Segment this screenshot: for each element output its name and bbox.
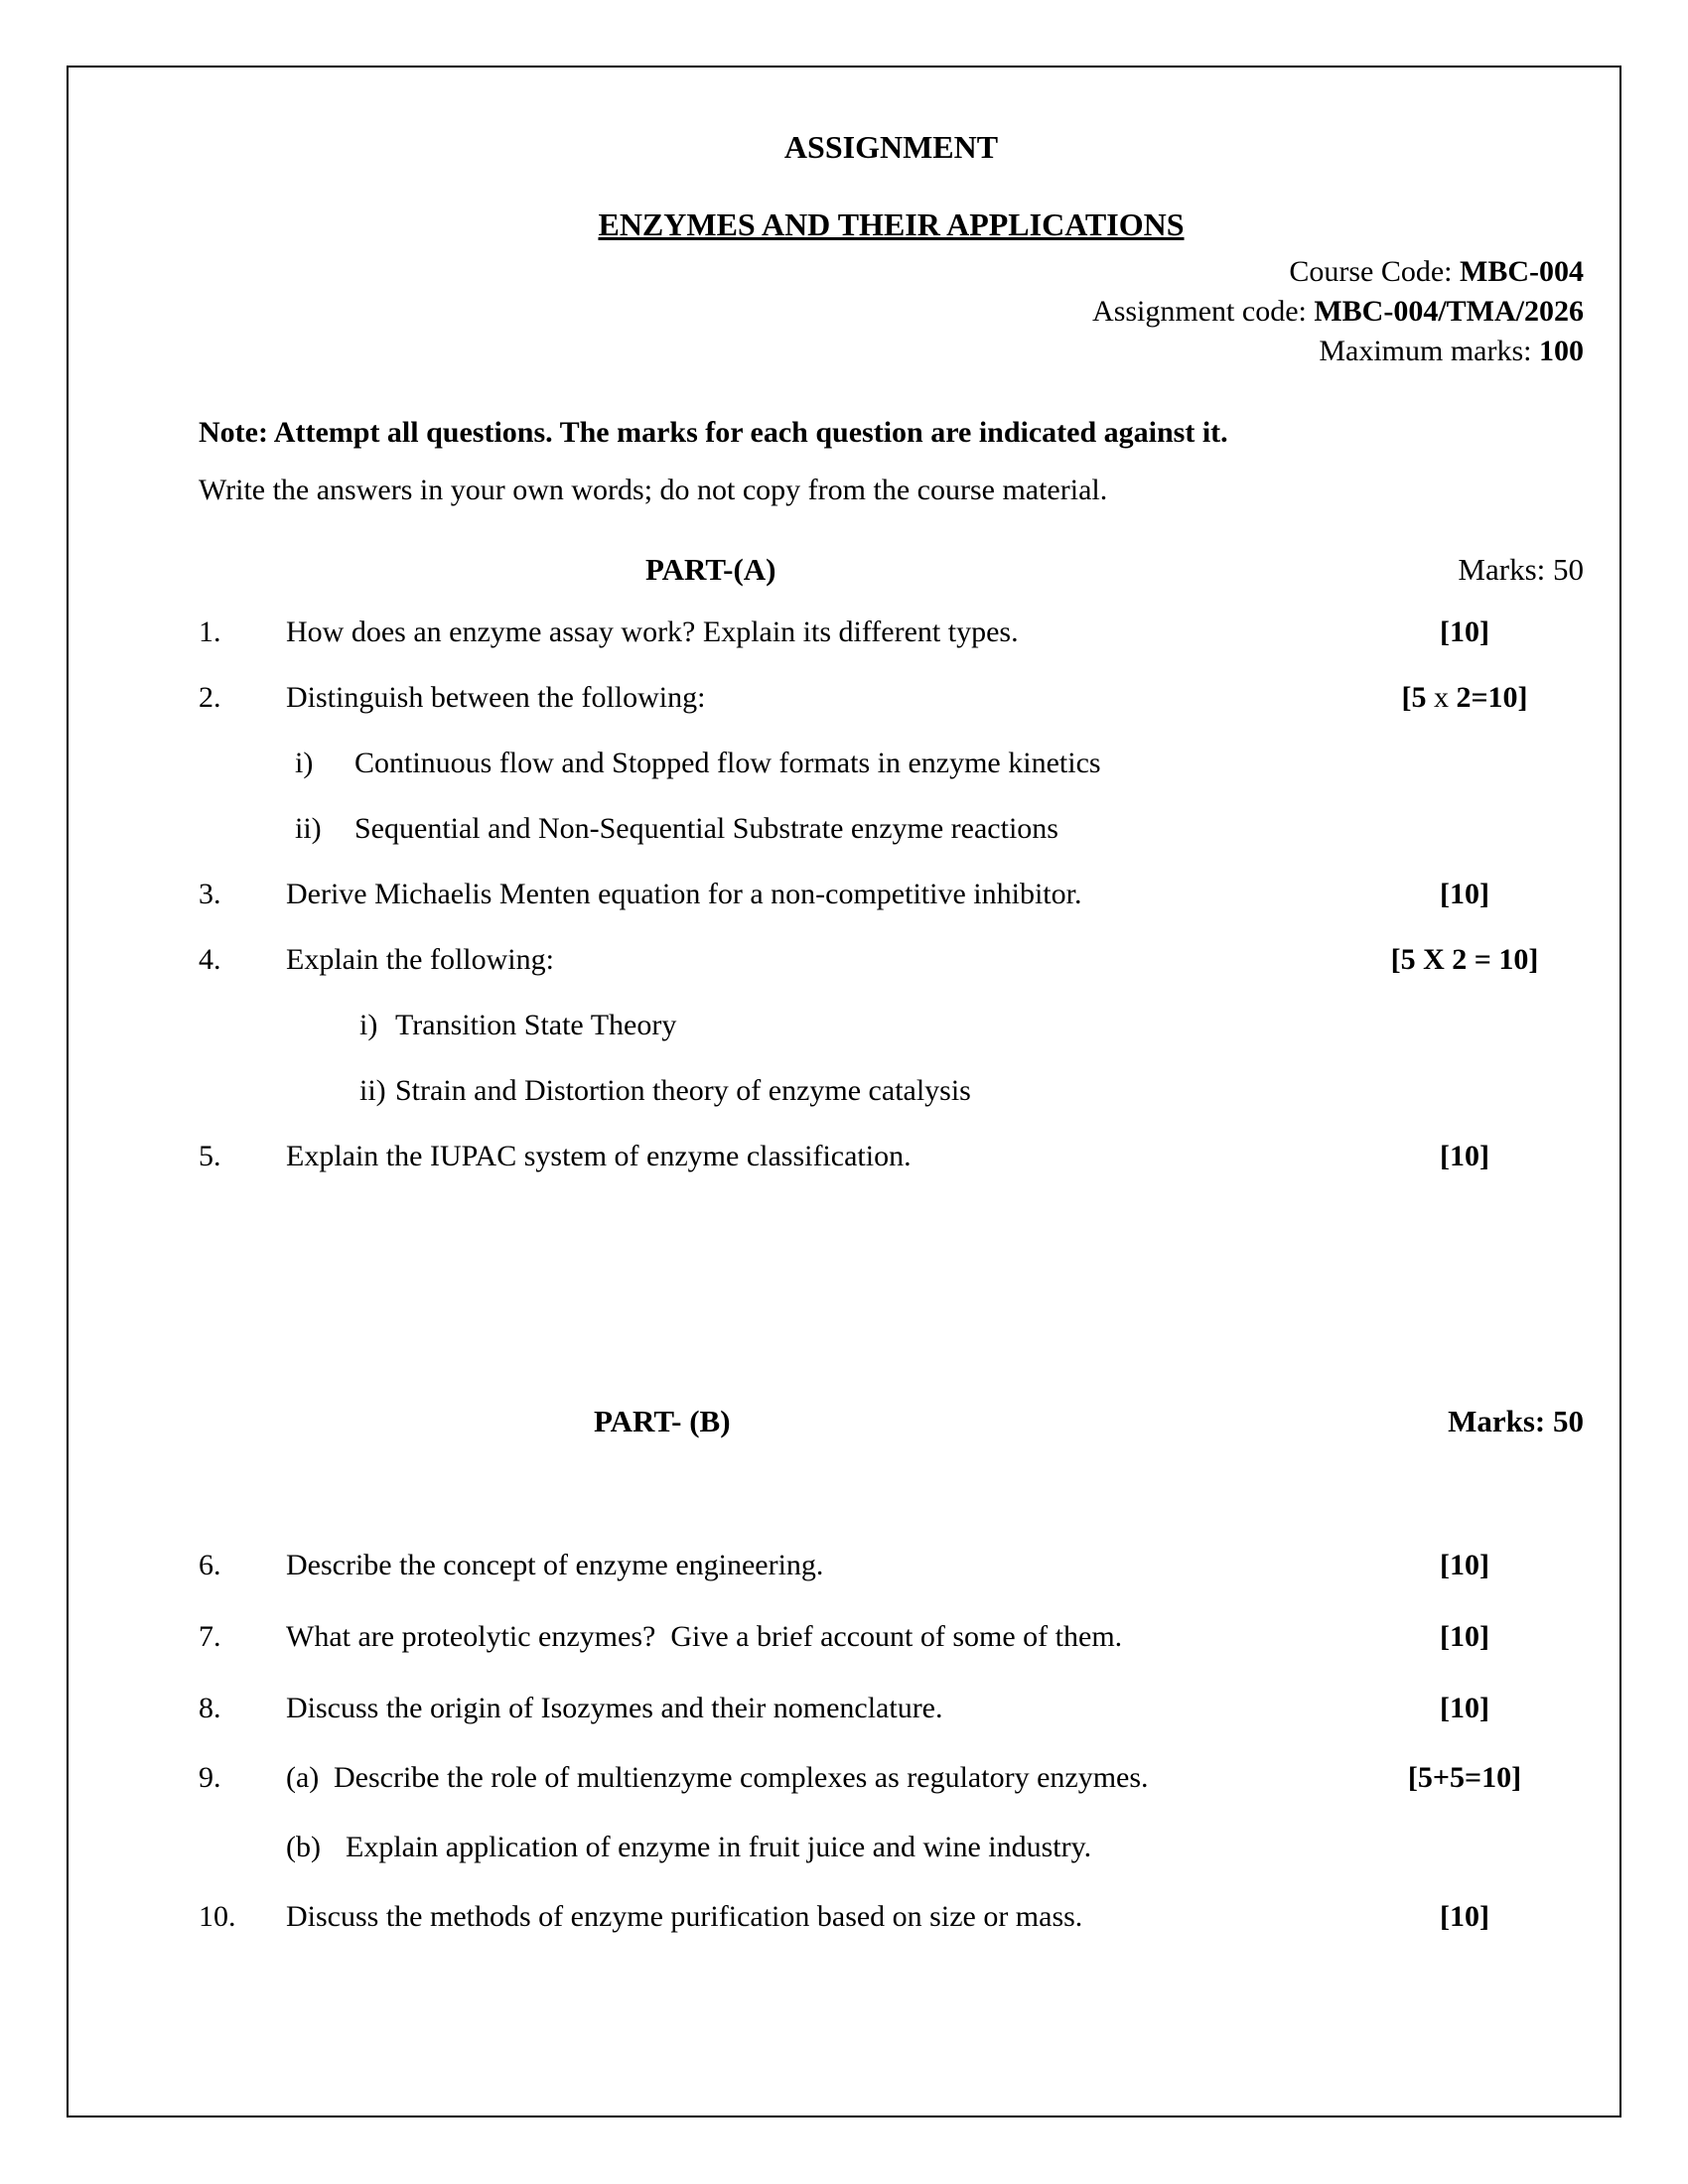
maximum-marks-value: 100	[1539, 335, 1584, 367]
subject-title	[199, 205, 1584, 244]
maximum-marks-label: Maximum marks:	[1319, 335, 1539, 367]
sub-item-text: Describe the role of multienzyme complexes as regulatory enzymes.	[334, 1761, 1149, 1794]
marks-value: 10	[1450, 1620, 1479, 1653]
header-codes-block	[199, 252, 1584, 371]
marks-value: 10	[1450, 1140, 1479, 1172]
sub-item-text: Explain application of enzyme in fruit juice and wine industry.	[346, 1831, 1092, 1863]
marks-value: 5 X 2 = 10	[1400, 943, 1529, 976]
marks-value: 10	[1450, 878, 1479, 910]
question-3-marks	[1375, 878, 1584, 911]
bracket-open: [	[1407, 1761, 1418, 1794]
question-9a-text	[286, 1761, 1375, 1795]
question-row-8	[199, 1692, 1584, 1725]
marks-value: 10	[1450, 1692, 1479, 1724]
bracket-close: ]	[1479, 1549, 1489, 1581]
question-2-marks	[1375, 681, 1584, 715]
question-row-10	[199, 1900, 1584, 1934]
question-10-text: Discuss the methods of enzyme purification based on size or mass.	[286, 1900, 1083, 1933]
marks-value: 10	[1450, 615, 1479, 648]
bracket-close: ]	[1528, 943, 1539, 976]
bracket-open: [	[1390, 943, 1401, 976]
question-2-sub-i	[295, 747, 1584, 780]
part-b-title: PART- (B)	[594, 1404, 731, 1438]
question-7-marks	[1375, 1620, 1584, 1654]
question-8-marks	[1375, 1692, 1584, 1725]
bracket-close: ]	[1517, 681, 1528, 714]
question-3-number: 3.	[199, 878, 221, 910]
assignment-code-line	[199, 292, 1584, 332]
maximum-marks-line	[199, 332, 1584, 371]
question-1-marks	[1375, 615, 1584, 649]
question-4-marks	[1375, 943, 1584, 977]
bracket-open: [	[1440, 878, 1450, 910]
marks-value: 10	[1450, 1549, 1479, 1581]
bracket-close: ]	[1479, 1140, 1489, 1172]
question-7-number: 7.	[199, 1620, 221, 1653]
question-10-number: 10.	[199, 1900, 236, 1933]
bracket-close: ]	[1479, 615, 1489, 648]
question-9-marks	[1375, 1761, 1584, 1795]
sub-item-label: (b)	[286, 1831, 321, 1863]
note-instruction-bold: Note: Attempt all questions. The marks for each question are indicated against it.	[199, 416, 1228, 449]
assignment-code-label: Assignment code:	[1092, 295, 1315, 328]
bracket-open: [	[1440, 615, 1450, 648]
question-9-number: 9.	[199, 1761, 221, 1794]
question-5-text: Explain the IUPAC system of enzyme classification.	[286, 1140, 912, 1172]
question-8-text: Discuss the origin of Isozymes and their nomenclature.	[286, 1692, 943, 1724]
question-3-text: Derive Michaelis Menten equation for a non-competitive inhibitor.	[286, 878, 1082, 910]
question-10-marks	[1375, 1900, 1584, 1934]
sub-item-text: Transition State Theory	[395, 1009, 677, 1041]
bracket-close: ]	[1511, 1761, 1522, 1794]
question-2-text: Distinguish between the following:	[286, 681, 706, 714]
course-code-value: MBC-004	[1460, 255, 1584, 288]
sub-item-text: Continuous flow and Stopped flow formats in enzyme kinetics	[354, 747, 1101, 779]
bracket-close: ]	[1479, 1620, 1489, 1653]
marks-value: 5	[1411, 681, 1427, 714]
part-a-marks-total: Marks: 50	[1458, 552, 1584, 587]
question-4-text: Explain the following:	[286, 943, 554, 976]
question-row-9b	[286, 1831, 1584, 1864]
bracket-open: [	[1440, 1549, 1450, 1581]
question-4-number: 4.	[199, 943, 221, 976]
part-a-title: PART-(A)	[645, 552, 776, 587]
question-5-number: 5.	[199, 1140, 221, 1172]
note-instruction-plain: Write the answers in your own words; do not copy from the course material.	[199, 474, 1108, 506]
question-2-sub-ii	[295, 812, 1584, 846]
part-b-header	[199, 1404, 1584, 1439]
question-row-2	[199, 681, 1584, 715]
part-b-marks-total: Marks: 50	[1448, 1404, 1584, 1438]
bracket-open: [	[1440, 1900, 1450, 1933]
question-row-4	[199, 943, 1584, 977]
sub-item-label: i)	[359, 1009, 378, 1041]
sub-item-label: i)	[295, 747, 314, 779]
question-row-3	[199, 878, 1584, 911]
question-4-sub-ii	[359, 1074, 1584, 1108]
question-5-marks	[1375, 1140, 1584, 1173]
question-1-text: How does an enzyme assay work? Explain its different types.	[286, 615, 1019, 648]
question-7-text: What are proteolytic enzymes? Give a brief account of some of them.	[286, 1620, 1123, 1653]
bracket-close: ]	[1479, 1692, 1489, 1724]
question-6-number: 6.	[199, 1549, 221, 1581]
question-6-marks	[1375, 1549, 1584, 1582]
question-row-9a	[199, 1761, 1584, 1795]
question-4-sub-i	[359, 1009, 1584, 1042]
marks-mid: x	[1426, 681, 1457, 714]
bracket-open: [	[1440, 1620, 1450, 1653]
course-code-line	[199, 252, 1584, 292]
sub-item-label: ii)	[295, 812, 322, 845]
bracket-close: ]	[1479, 1900, 1489, 1933]
question-row-7	[199, 1620, 1584, 1654]
marks-value: 5+5=10	[1417, 1761, 1512, 1794]
assignment-title: ASSIGNMENT	[783, 129, 999, 165]
sub-item-label: (a)	[286, 1761, 320, 1794]
sub-item-text: Sequential and Non-Sequential Substrate enzyme reactions	[354, 812, 1058, 845]
question-row-1	[199, 615, 1584, 649]
question-1-number: 1.	[199, 615, 221, 648]
bracket-open: [	[1401, 681, 1412, 714]
question-6-text: Describe the concept of enzyme engineering.	[286, 1549, 824, 1581]
bracket-open: [	[1440, 1692, 1450, 1724]
part-a-header	[199, 552, 1584, 588]
marks-value: 10	[1450, 1900, 1479, 1933]
course-code-label: Course Code:	[1289, 255, 1461, 288]
bracket-close: ]	[1479, 878, 1489, 910]
question-8-number: 8.	[199, 1692, 221, 1724]
sub-item-label: ii)	[359, 1074, 386, 1107]
question-row-6	[199, 1549, 1584, 1582]
document-page	[67, 66, 1621, 2117]
bracket-open: [	[1440, 1140, 1450, 1172]
sub-item-text: Strain and Distortion theory of enzyme catalysis	[395, 1074, 971, 1107]
question-2-number: 2.	[199, 681, 221, 714]
subject-title-text: ENZYMES AND THEIR APPLICATIONS	[598, 206, 1185, 242]
marks-tail: 2=10	[1456, 681, 1518, 714]
question-row-5	[199, 1140, 1584, 1173]
assignment-code-value: MBC-004/TMA/2026	[1314, 295, 1584, 328]
